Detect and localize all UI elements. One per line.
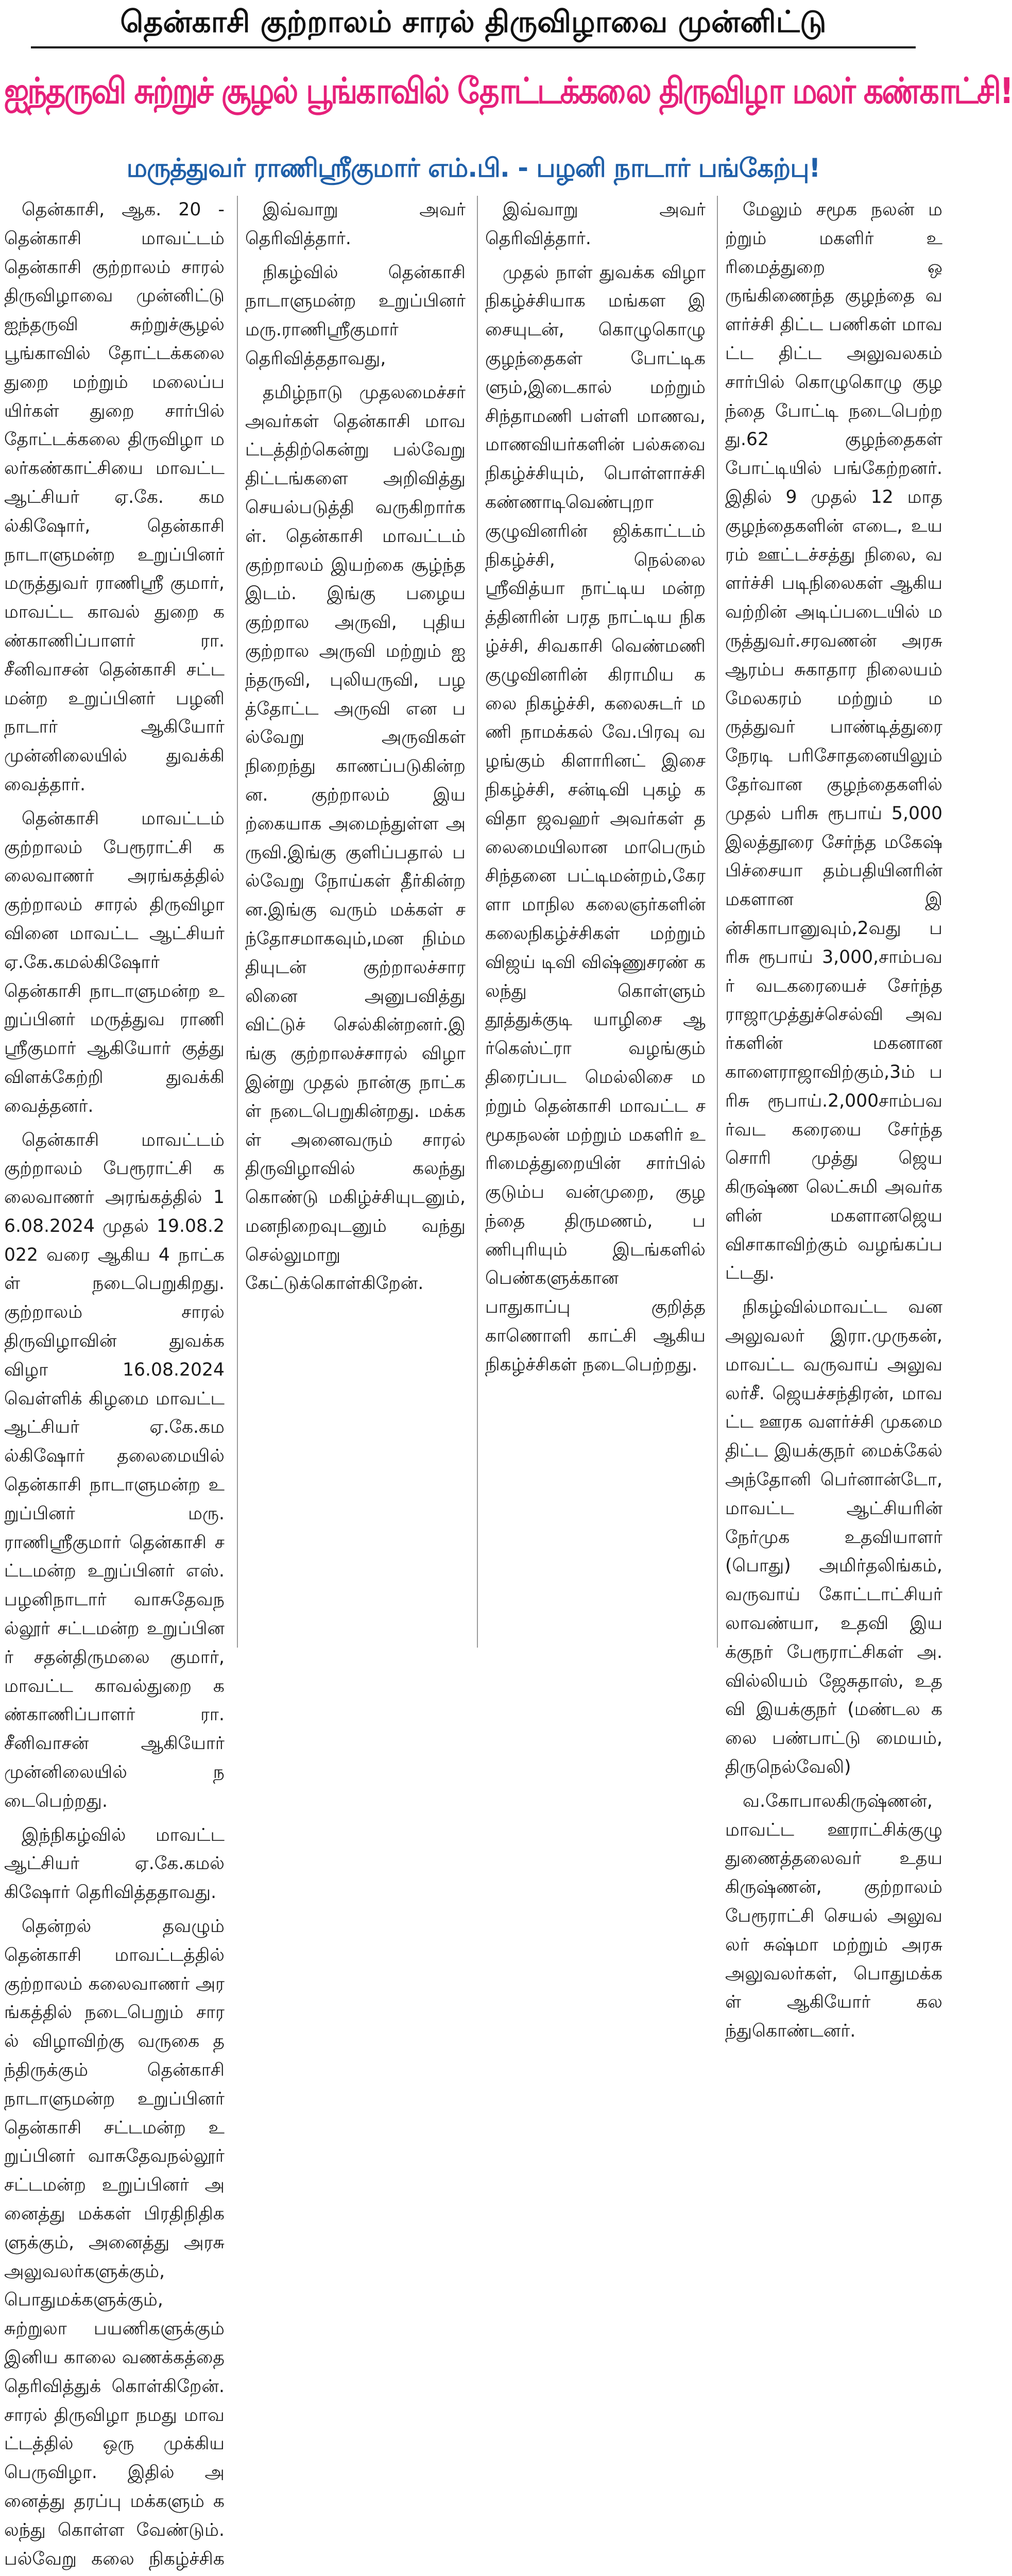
body-paragraph: தென்றல் தவழும் தென்காசி மாவட்டத்தில் குற்றாலம் கலைவாணர் அரங்கத்தில் நடைபெறும் சாரல் விழாவிற்கு வருகை தந்திருக்கும் தென்காசி நாடாளுமன்ற உறுப்பினர் தென்காசி சட்டமன்ற உறுப்பினர் வாசுதேவநல்லூர் சட்டமன்ற உறுப்பினர் அனைத்து மக்கள் பிரதிநிதிகளுக்கும், அனைத்து அரசு அலுவலர்களுக்கும், பொதுமக்களுக்கும், சுற்றுலா பயணிகளுக்கும் இனிய காலை வணக்கத்தை தெரிவித்துக் கொள்கிறேன்.சாரல் திருவிழா நமது மாவட்டத்தில் ஒரு முக்கிய பெருவிழா. இதில் அனைத்து தரப்பு மக்களும் கலந்து கொள்ள வேண்டும்.பல்வேறு கலை நிகழ்ச்சிக: [4, 1916, 225, 2569]
body-paragraph: தென்காசி, ஆக. 20 - தென்காசி மாவட்டம் தென்காசி குற்றாலம் சாரல் திருவிழாவை முன்னிட்டு ஐந்தருவி சுற்றுச்சூழல் பூங்காவில் தோட்டக்கலை துறை மற்றும் மலைப்பயிர்கள் துறை சார்பில் தோட்டக்கலை திருவிழா மலர்கண்காட்சியை மாவட்ட ஆட்சியர் ஏ.கே. கமல்கிஷோர், தென்காசி நாடாளுமன்ற உறுப்பினர் மருத்துவர் ராணிஸ்ரீ குமார், மாவட்ட காவல் துறை கண்காணிப்பாளர் ரா.சீனிவாசன் தென்காசி சட்டமன்ற உறுப்பினர் பழனி நாடார் ஆகியோர் முன்னிலையில் துவக்கி வைத்தார்.: [4, 199, 225, 795]
body-paragraph: மேலும் சமூக நலன் மற்றும் மகளிர் உரிமைத்துறை ஒருங்கிணைந்த குழந்தை வளர்ச்சி திட்ட பணிகள் மாவட்ட திட்ட அலுவலகம் சார்பில் கொழுகொழு குழந்தை போட்டி நடைபெற்றது.62 குழந்தைகள் போட்டியில் பங்கேற்றனர்.இதில் 9 முதல் 12 மாத குழந்தைகளின் எடை, உயரம் ஊட்டச்சத்து நிலை, வளர்ச்சி படிநிலைகள் ஆகியவற்றின் அடிப்படையில் மருத்துவர்.சரவணன் அரசு ஆரம்ப சுகாதார நிலையம் மேலகரம் மற்றும் மருத்துவர் பாண்டித்துரை நேரடி பரிசோதனையிலும் தேர்வான குழந்தைகளில் முதல் பரிசு ரூபாய் 5,000 இலத்தூரை சேர்ந்த மகேஷ் பிச்சையா தம்பதியினரின் மகளான இன்சிகாபானுவும்,2வது பரிசு ரூபாய் 3,000,சாம்பவர் வடகரையைச் சேர்ந்த ராஜாமுத்துச்செல்வி அவர்களின் மகனான காளைராஜாவிற்கும்,3ம் பரிசு ரூபாய்.2,000சாம்பவர்வட கரையை சேர்ந்த சொரி முத்து ஜெயகிருஷ்ண லெட்சுமி அவர்களின் மகளானஜெயவிசாகாவிற்கும் வழங்கப்பட்டது.: [725, 199, 942, 1284]
column-divider: [237, 196, 238, 1648]
body-paragraph: இந்நிகழ்வில் மாவட்ட ஆட்சியர் ஏ.கே.கமல் கிஷோர் தெரிவித்ததாவது.: [4, 1824, 225, 1903]
article-column-2: [245, 196, 466, 1648]
article-column-3: [485, 196, 706, 1648]
body-paragraph: தமிழ்நாடு முதலமைச்சர் அவர்கள் தென்காசி மாவட்டத்திற்கென்று பல்வேறு திட்டங்களை அறிவித்து செயல்படுத்தி வருகிறார்கள். தென்காசி மாவட்டம் குற்றாலம் இயற்கை சூழ்ந்த இடம். இங்கு பழைய குற்றால அருவி, புதிய குற்றால அருவி மற்றும் ஐந்தருவி, புலியருவி, பழத்தோட்ட அருவி என பல்வேறு அருவிகள் நிறைந்து காணப்படுகின்றன. குற்றாலம் இயற்கையாக அமைந்துள்ள அருவி.இங்கு குளிப்பதால் பல்வேறு நோய்கள் தீர்கின்றன.இங்கு வரும் மக்கள் சந்தோசமாகவும்,மன நிம்மதியுடன் குற்றாலச்சாரலினை அனுபவித்து விட்டுச் செல்கின்றனர்.இங்கு குற்றாலச்சாரல் விழா இன்று முதல் நான்கு நாட்கள் நடைபெறுகின்றது. மக்கள் அனைவரும் சாரல் திருவிழாவில் கலந்து கொண்டு மகிழ்ச்சியுடனும், மனநிறைவுடனும் வந்து செல்லுமாறு கேட்டுக்கொள்கிறேன்.: [245, 382, 466, 1294]
body-paragraph: வ.கோபாலகிருஷ்ணன், மாவட்ட ஊராட்சிக்குழு துணைத்தலைவர் உதயகிருஷ்ணன், குற்றாலம் பேரூராட்சி செயல் அலுவலர் சுஷ்மா மற்றும் அரசு அலுவலர்கள், பொதுமக்கள் ஆகியோர் கலந்துகொண்டனர்.: [725, 1790, 942, 2042]
body-paragraph: இவ்வாறு அவர் தெரிவித்தார்.: [245, 199, 466, 249]
body-paragraph: நிகழ்வில் தென்காசி நாடாளுமன்ற உறுப்பினர் மரு.ராணிஸ்ரீகுமார் தெரிவித்ததாவது,: [245, 262, 466, 369]
article-column-1: [4, 196, 225, 2569]
body-paragraph: நிகழ்வில்மாவட்ட வன அலுவலர் இரா.முருகன், மாவட்ட வருவாய் அலுவலர்சீ. ஜெயச்சந்திரன், மாவட்ட ஊரக வளர்ச்சி முகமை திட்ட இயக்குநர் மைக்கேல் அந்தோனி பெர்னான்டோ, மாவட்ட ஆட்சியரின் நேர்முக உதவியாளர் (பொது) அமிர்தலிங்கம், வருவாய் கோட்டாட்சியர் லாவண்யா, உதவி இயக்குநர் பேரூராட்சிகள் அ.வில்லியம் ஜேசுதாஸ், உதவி இயக்குநர் (மண்டல கலை பண்பாட்டு மையம், திருநெல்வேலி): [725, 1297, 942, 1778]
article-kicker: தென்காசி குற்றாலம் சாரல் திருவிழாவை முன்னிட்டு: [120, 4, 827, 39]
article-headline: ஐந்தருவி சுற்றுச் சூழல் பூங்காவில் தோட்டக்கலை திருவிழா மலர் கண்காட்சி!: [4, 70, 1012, 112]
body-paragraph: இவ்வாறு அவர் தெரிவித்தார்.: [485, 199, 706, 249]
article-subhead: மருத்துவர் ராணிஸ்ரீகுமார் எம்.பி. - பழனி நாடார் பங்கேற்பு!: [126, 153, 820, 183]
column-divider: [477, 196, 478, 1648]
body-paragraph: முதல் நாள் துவக்க விழா நிகழ்ச்சியாக மங்கள இசையுடன், கொழுகொழு குழந்தைகள் போட்டிகளும்,இடைகால் மற்றும் சிந்தாமணி பள்ளி மாணவ, மாணவியர்களின் பல்சுவை நிகழ்ச்சியும், பொள்ளாச்சி கண்ணாடிவெண்புறா குழுவினரின் ஜிக்காட்டம் நிகழ்ச்சி, நெல்லை ஸ்ரீவித்யா நாட்டிய மன்றத்தினரின் பரத நாட்டிய நிகழ்ச்சி, சிவகாசி வெண்மணி குழுவினரின் கிராமிய கலை நிகழ்ச்சி, கலைசுடர் மணி நாமக்கல் வே.பிரவு வழங்கும் கிளாரினட் இசை நிகழ்ச்சி, சன்டிவி புகழ் கவிதா ஜவஹர் அவர்கள் தலைமையிலான மாபெரும் சிந்தனை பட்டிமன்றம்,கேரளா மாநில கலைஞர்களின் கலைநிகழ்ச்சிகள் மற்றும் விஜய் டிவி விஷ்ணுசரண் கலந்து கொள்ளும் தூத்துக்குடி யாழிசை ஆர்கெஸ்ட்ரா வழங்கும் திரைப்பட மெல்லிசை மற்றும் தென்காசி மாவட்ட சமூகநலன் மற்றும் மகளிர் உரிமைத்துறையின் சார்பில் குடும்ப வன்முறை, குழந்தை திருமணம், பணிபுரியும் இடங்களில் பெண்களுக்கான பாதுகாப்பு குறித்த காணொளி காட்சி ஆகிய நிகழ்ச்சிகள் நடைபெற்றது.: [485, 262, 706, 1375]
column-divider: [717, 196, 718, 1648]
body-paragraph: தென்காசி மாவட்டம் குற்றாலம் பேரூராட்சி கலைவாணர் அரங்கத்தில் 16.08.2024 முதல் 19.08.2022 வரை ஆகிய 4 நாட்கள் நடைபெறுகிறது. குற்றாலம் சாரல் திருவிழாவின் துவக்க விழா 16.08.2024 வெள்ளிக் கிழமை மாவட்ட ஆட்சியர் ஏ.கே.கமல்கிஷோர் தலைமையில் தென்காசி நாடாளுமன்ற உறுப்பினர் மரு.ராணிஸ்ரீகுமார் தென்காசி சட்டமன்ற உறுப்பினர் எஸ்.பழனிநாடார் வாசுதேவநல்லூர் சட்டமன்ற உறுப்பினர் சதன்திருமலை குமார்,மாவட்ட காவல்துறை கண்காணிப்பாளர் ரா.சீனிவாசன் ஆகியோர் முன்னிலையில் நடைபெற்றது.: [4, 1129, 225, 1811]
article-column-4: [725, 196, 942, 2042]
body-paragraph: தென்காசி மாவட்டம் குற்றாலம் பேரூராட்சி கலைவாணர் அரங்கத்தில் குற்றாலம் சாரல் திருவிழா வினை மாவட்ட ஆட்சியர் ஏ.கே.கமல்கிஷோர் தென்காசி நாடாளுமன்ற உறுப்பினர் மருத்துவ ராணி ஸ்ரீகுமார் ஆகியோர் குத்து விளக்கேற்றி துவக்கி வைத்தனர்.: [4, 808, 225, 1116]
